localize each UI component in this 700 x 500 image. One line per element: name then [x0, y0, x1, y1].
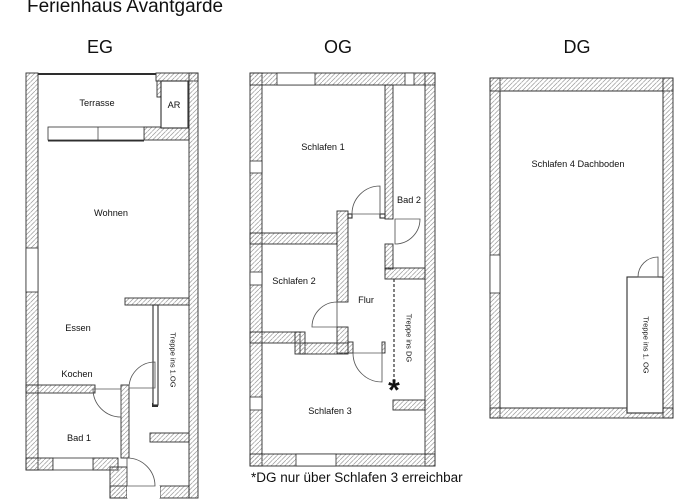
eg-windows [26, 127, 160, 498]
window [296, 454, 336, 466]
room-label-schlafen3: Schlafen 3 [308, 405, 352, 416]
wall [26, 458, 53, 470]
wall [144, 127, 189, 140]
room-label-ar: AR [167, 99, 181, 110]
thin-wall [348, 214, 352, 218]
room-label-schlafen1: Schlafen 1 [301, 141, 345, 152]
page-title: Ferienhaus Avantgarde [27, 0, 224, 17]
door-arc-schlafen1 [352, 186, 380, 214]
wall [490, 78, 500, 418]
wall [110, 486, 127, 498]
floorplan-og [250, 73, 435, 466]
wall [125, 298, 189, 305]
wall [663, 78, 673, 418]
window [48, 127, 144, 140]
wall [26, 385, 95, 393]
door-arc-entry [127, 458, 155, 486]
wall [250, 233, 337, 244]
window [490, 255, 500, 293]
wall [157, 81, 161, 97]
wall [189, 73, 198, 498]
door-arc-schlafen2 [312, 302, 337, 327]
wall [385, 268, 425, 279]
room-label-treppe-dg: Treppe ins 1. OG [641, 316, 651, 374]
room-label-wohnen: Wohnen [93, 207, 129, 218]
wall [300, 343, 348, 354]
thin-wall [380, 214, 385, 218]
wall [250, 454, 435, 466]
terrace-edge-line [38, 73, 156, 75]
footnote: *DG nur über Schlafen 3 erreichbar [251, 470, 463, 485]
door-arc-kitchen [129, 362, 155, 388]
entry-door-opening [127, 486, 160, 498]
wall [425, 73, 435, 466]
wall [385, 85, 393, 219]
room-label-kochen: Kochen [61, 368, 93, 379]
room-label-schlafen2: Schlafen 2 [272, 275, 316, 286]
door-arc-bad2 [395, 219, 420, 244]
stair-access-asterisk: * [388, 374, 400, 407]
floor-label-eg: EG [86, 37, 114, 57]
window [277, 73, 315, 85]
room-label-essen: Essen [65, 322, 91, 333]
wall [121, 385, 129, 458]
room-label-terrasse: Terrasse [79, 97, 115, 108]
window [405, 73, 414, 85]
window [53, 458, 93, 470]
wall [337, 211, 348, 302]
door-arc-stairs-dg [638, 257, 658, 277]
wall [348, 342, 353, 353]
window [250, 397, 262, 410]
door-arc-schlafen3 [353, 353, 382, 382]
wall [385, 244, 393, 269]
door-arc-bath1 [93, 389, 121, 417]
window [250, 272, 262, 285]
window [26, 248, 38, 292]
corridor-thin-wall [153, 305, 158, 405]
room-label-schlafen4: Schlafen 4 Dachboden [531, 158, 625, 169]
room-label-bad2: Bad 2 [396, 194, 422, 205]
floorplan-eg [26, 73, 198, 498]
room-label-treppe-og: Treppe ins DG [404, 313, 414, 363]
floor-label-og: OG [323, 37, 353, 57]
room-label-bad1: Bad 1 [66, 432, 92, 443]
wall [382, 342, 385, 353]
room-label-treppe-eg: Treppe ins 1.OG [168, 332, 178, 388]
floorplan-dg [490, 78, 673, 418]
window [250, 161, 262, 173]
wall [150, 433, 189, 442]
wall [250, 332, 300, 343]
wall [160, 486, 189, 498]
room-label-flur: Flur [358, 294, 374, 305]
floor-label-dg: DG [563, 37, 591, 57]
dg-doors [638, 257, 658, 277]
dg-windows [490, 255, 500, 293]
wall [490, 78, 673, 91]
